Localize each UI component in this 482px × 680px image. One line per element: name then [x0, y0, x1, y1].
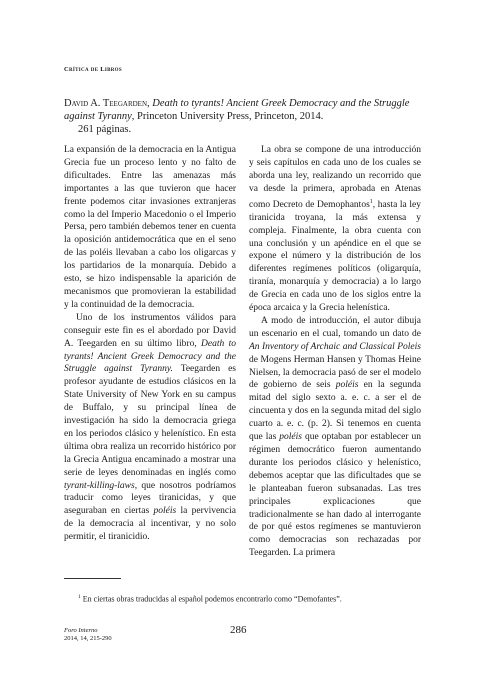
paragraph-text: La obra se compone de una introducción y seis capítulos en cada uno de los cuales se aborda una ley, realizando un recorrido que va desde la primera, aprobada en Atenas como Decreto de Demophantos [249, 145, 421, 210]
paragraph [249, 315, 421, 560]
citation-title: Death to tyrants! Ancient Greek Democracy and the Struggle against Tyranny [64, 98, 410, 122]
page-number: 286 [230, 624, 247, 636]
right-column [249, 144, 422, 559]
paragraph-text: Uno de los instrumentos válidos para conseguir este fin es el abordado por David A. Teegarden en su último libro, [64, 312, 236, 349]
footnote-divider [64, 578, 121, 579]
paragraph-text: La expansión de la democracia en la Antigua Grecia fue un proceso lento y no falto de dificultades. Entre las amenazas más importantes a las que tuvieron que hacer frente podemos citar invasiones extranjeras como la del Imperio Macedonio o el Imperio Persa, pero también debemos tener en cuenta la oposición antidemocrática que en el seno de las poléis llevaban a cabo los oligarcas y los partidarios de la monarquía. Debido a esto, se hizo indispensable la aparición de mecanismos que promovieran la estabilidad y la continuidad de la democracia. [64, 145, 236, 310]
book-title-italic: An Inventory of Archaic and Classical Poleis [249, 341, 421, 352]
paragraph-text: A modo de introducción, el autor dibuja un escenario en el cual, tomando un dato de [249, 315, 421, 339]
citation-author: David A. Teegarden [64, 98, 147, 109]
paragraph [249, 144, 421, 315]
left-column [64, 144, 236, 554]
footnote-mark: 1 [78, 594, 81, 600]
paragraph-text: de Mogens Herman Hansen y Thomas Heine Nielsen, la democracia pasó de ser el modelo de gobierno de seis [249, 354, 421, 391]
footnote-ref[interactable]: 1 [369, 198, 373, 205]
citation-pages: 261 páginas. [78, 124, 132, 135]
paragraph-text: , que nosotros podríamos traducir como leyes tiranicidas, y que aseguraban en ciertas [64, 480, 236, 517]
footnote [78, 592, 418, 605]
body-columns [64, 144, 422, 559]
paragraph-text: que optaban por establecer un régimen democrático fueron aumentando durante los periodos clásico y helenístico, debemos aceptar que las dificultades que se le planteaban fueron subsanadas. Las tres principales explicaciones que tradicionalmente se han dado al interrogante de por qué estos regímenes se mantuvieron como democracias son rechazadas por Teegarden. La primera [249, 432, 421, 559]
term-italic: tyrant-killing-laws [64, 480, 135, 491]
paragraph [64, 144, 236, 312]
paragraph-text: en la segunda mitad del siglo sexto a. e. c. a ser el de cincuenta y dos en la segunda mitad del siglo cuarto a. e. c. (p. 2). Si tenemos en cuenta que las [249, 380, 422, 443]
journal-name: Foro Interno [64, 627, 98, 634]
journal-issue: 2014, 14, 215-290 [64, 634, 112, 642]
term-italic: poléis [153, 506, 177, 517]
paragraph-text: Teegarden es profesor ayudante de estudios clásicos en la State University of New York en su campus de Buffalo, y su principal línea de investigación ha sido la democracia griega en los periodos clásico y helenístico. En esta última obra realiza un recorrido histórico por la Grecia Antigua encaminado a mostrar una serie de leyes denominadas en inglés como [64, 364, 236, 478]
paragraph [64, 312, 236, 544]
term-italic: poléis [335, 380, 359, 391]
section-label: Crítica de Libros [64, 66, 122, 73]
book-citation: David A. Teegarden, Death to tyrants! Ancient Greek Democracy and the Struggle against Tyranny, Princeton University Press, Princeton, 2014. 261 páginas. [64, 97, 416, 136]
book-title-italic: Death to tyrants! Ancient Greek Democracy and the Struggle against Tyranny. [64, 338, 236, 375]
term-italic: poléis [279, 432, 302, 443]
footnote-text: En ciertas obras traducidas al español podemos encontrarlo como “Demofantes”. [80, 594, 342, 604]
journal-info [64, 627, 112, 642]
paragraph-text: la pervivencia de la democracia al incentivar, y no solo permitir, el tiranicidio. [64, 506, 236, 543]
paragraph-text: , hasta la ley tiranicida troyana, la más extensa y compleja. Finalmente, la obra cuenta con una conclusión y un apéndice en el que se expone el número y la distribución de los diferentes regímenes políticos (oligarquía, tiranía, monarquía y democracia) a lo largo de Grecia en cada uno de los siglos entre la época arcaica y la Grecia helenística. [249, 199, 422, 314]
citation-publisher: , Princeton University Press, Princeton, 2014. [131, 111, 324, 122]
